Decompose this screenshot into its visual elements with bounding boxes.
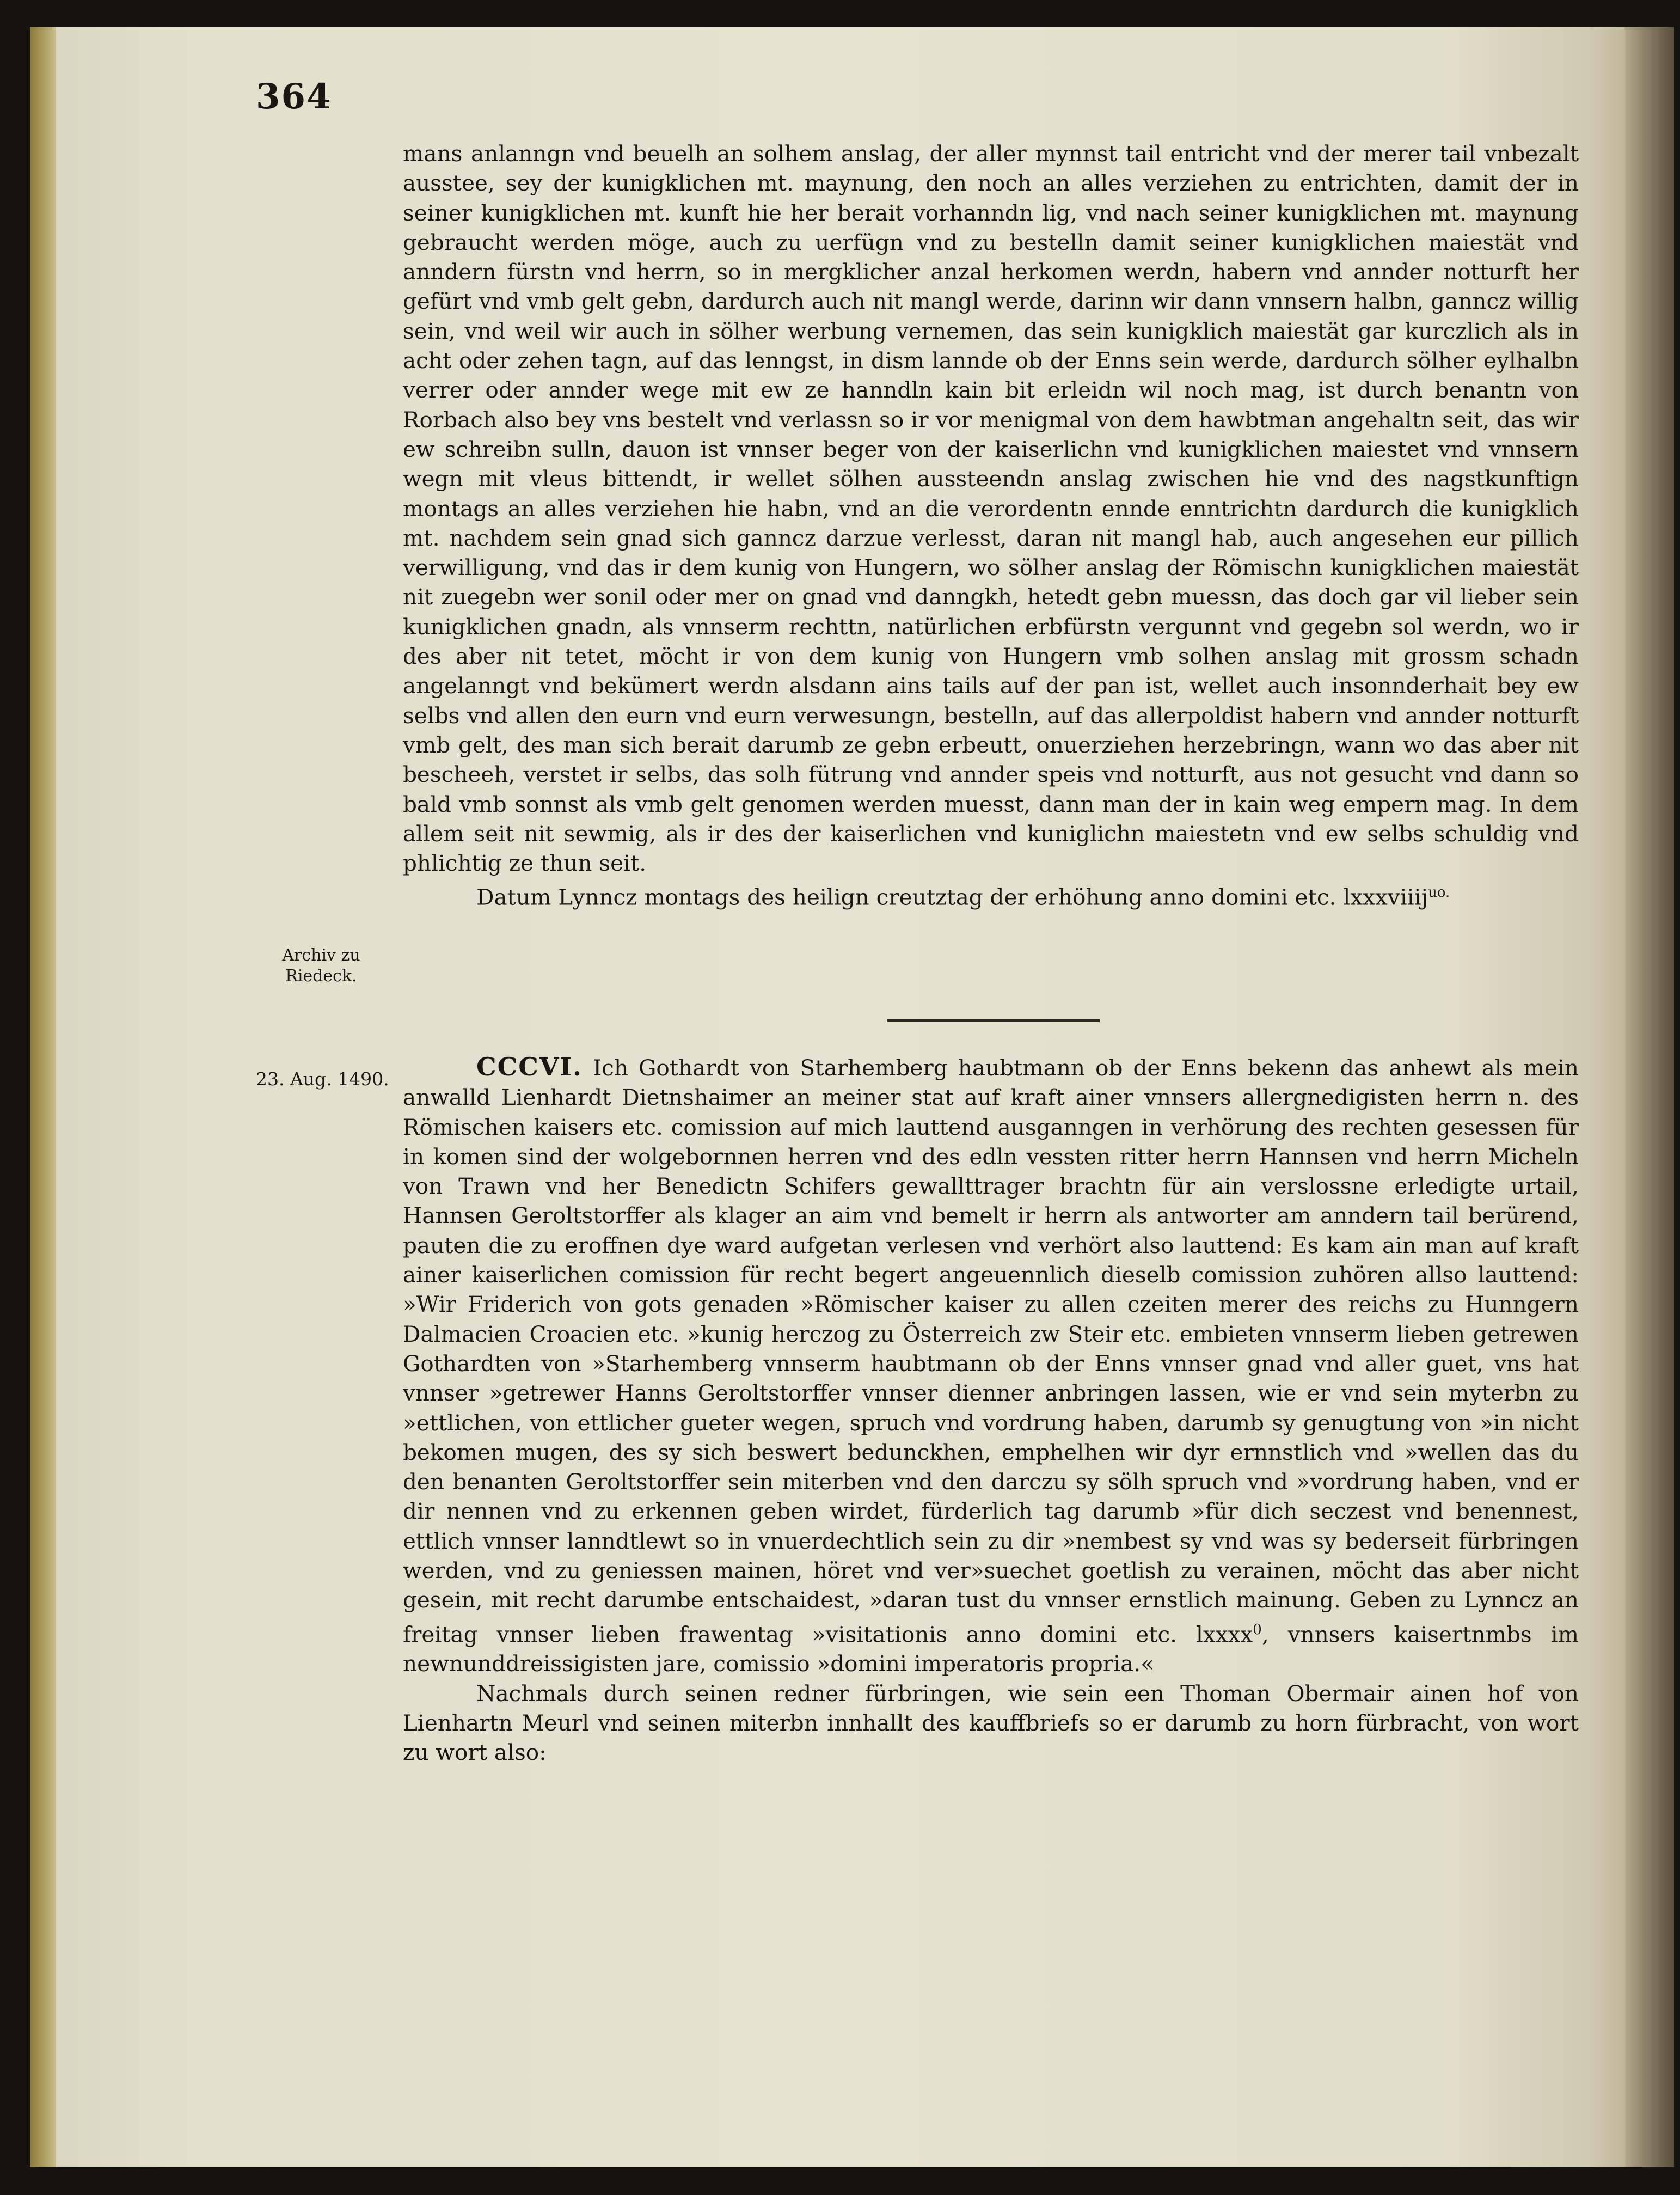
page-number: 364 xyxy=(256,76,332,117)
document-text-tail: , vnnsers kaisertnmbs im newnunddreissigisten jare, comissio »domini imperatoris propria.« xyxy=(403,1621,1579,1677)
document-number: CCCVI. xyxy=(476,1052,583,1081)
section-separator xyxy=(887,1019,1100,1022)
paragraph-body: mans anlanngn vnd beuelh an solhem anslag, der aller mynnst tail entricht vnd der merer tail vnbezalt ausstee, sey der kunigklichen mt. maynung, den noch an alles verziehen zu entrichten, damit der in seiner kunigklichen mt. kunft hie her berait vorhanndn lig, vnd nach seiner kunigklichen mt. maynung gebraucht werden möge, auch zu uerfügn vnd zu bestelln damit seiner kunigklichen maiestät vnd anndern fürstn vnd herrn, so in mergklicher anzal herkomen werdn, habern vnd annder notturft her gefürt vnd vmb gelt gebn, dardurch auch nit mangl werde, darinn wir dann vnnsern halbn, ganncz willig sein, vnd weil wir auch in sölher werbung vernemen, das sein kunigklich maiestät gar kurczlich als in acht oder zehen tagn, auf das lenngst, in dism lannde ob der Enns sein werde, dardurch sölher eylhalbn verrer oder annder wege mit ew ze hanndln kain bit erleidn wil noch mag, ist durch benantn von Rorbach also bey vns bestelt vnd verlassn so ir vor menigmal von dem hawbtman angehaltn seit, das wir ew schreibn sulln, dauon ist vnnser beger von der kaiserlichn vnd kunigklichen maiestet vnd vnnsern wegn mit vleus bittendt, ir wellet sölhen aussteendn anslag zwischen hie vnd des nagstkunftign montags an alles verziehen hie habn, vnd an die verordentn ennde enntrichtn dardurch die kunigklich mt. nachdem sein gnad sich ganncz darzue verlesst, daran nit mangl hab, auch angesehen eur pillich verwilligung, vnd das ir dem kunig von Hungern, wo sölher anslag der Römischn kunigklichen maiestät nit zuegebn wer sonil oder mer on gnad vnd danngkh, hetedt gebn muessn, das doch gar vil lieber sein kunigklichen gnadn, als vnnserm rechttn, natürlichen erbfürstn vergunnt vnd gegebn sol werdn, wo ir des aber nit tetet, möcht ir von dem kunig von Hungern vmb solhen anslag mit grossm schadn angelanngt vnd bekümert werdn alsdann ains tails auf der pan ist, wellet auch insonnderhait bey ew selbs vnd allen den eurn vnd eurn verwesungn, bestelln, auf das allerpoldist habern vnd annder notturft vmb gelt, des man sich berait darumb ze gebn erbeutt, onuerziehen herzebringn, wann wo das aber nit bescheeh, verstet ir selbs, das solh fütrung vnd annder speis vnd notturft, aus not gesucht vnd dann so bald vmb sonnst als vmb gelt genomen werden muesst, dann man der in kain weg empern mag. In dem allem seit nit sewmig, als ir des der kaiserlichen vnd kuniglichn maiestetn vnd ew selbs schuldig vnd phlichtig ze thun seit. xyxy=(403,140,1579,877)
document-text: Ich Gothardt von Starhemberg haubtmann ob der Enns bekenn das anhewt als mein anwalld Lienhardt Dietnshaimer an meiner stat auf kraft ainer vnnsers allergnedigisten herrn n. des Römischen kaisers etc. comission auf mich lauttend ausganngen in verhörung des rechten gesessen für in komen sind der wolgebornnen herren vnd des edln vessten ritter herrn Hannsen vnd herrn Micheln von Trawn vnd her Benedictn Schifers gewallttrager brachtn für ain verslossne erledigte urtail, Hannsen Geroltstorffer als klager an aim vnd bemelt ir herrn als antworter am anndern tail berürend, pauten die zu eroffnen dye ward aufgetan verlesen vnd verhört also lauttend: Es kam ain man auf kraft ainer kaiserlichen comission für recht begert angeuennlich dieselb comission zuhören allso lauttend: »Wir Friderich von gots genaden »Römischer kaiser zu allen czeiten merer des reichs zu Hunngern Dalmacien Croacien etc. »kunig herczog zu Österreich zw Steir etc. embieten vnnserm lieben getrewen Gothardten von »Starhemberg vnnserm haubtmann ob der Enns vnnser gnad vnd aller guet, vns hat vnnser »getrewer Hanns Geroltstorffer vnnser dienner anbringen lassen, wie er vnd sein myterbn zu »ettlichen, von ettlicher gueter wegen, spruch vnd vordrung haben, darumb sy genugtung von »in nicht bekomen mugen, des sy sich beswert bedunckhen, emphelhen wir dyr ernnstlich vnd »wellen das du den benanten Geroltstorffer sein miterben vnd den darczu sy sölh spruch vnd »vordrung haben, vnd er dir nennen vnd zu erkennen geben wirdet, fürderlich tag darumb »für dich seczest vnd benennest, ettlich vnnser lanndtlewt so in vnuerdechtlich sein zu dir »nembest sy vnd was sy bederseit fürbringen werden, vnd zu geniessen mainen, höret vnd ver»suechet goetlish zu verainen, möcht das aber nicht gesein, mit recht darumbe entschaidest, »daran tust du vnnser ernstlich mainung. Geben zu Lynncz an freitag vnnser lieben frawentag »visitationis anno domini etc. lxxxx xyxy=(403,1055,1579,1648)
margin-note-date: 23. Aug. 1490. xyxy=(256,1068,389,1090)
page-gutter xyxy=(30,27,56,2167)
document-text-block-2 xyxy=(403,1052,1579,1768)
document-sup: 0 xyxy=(1253,1621,1262,1638)
margin-note-archive: Archiv zu Riedeck. xyxy=(282,946,360,986)
page-edge xyxy=(1625,27,1674,2167)
document-text-block-1 xyxy=(403,139,1579,912)
dating-sup: uo. xyxy=(1428,884,1450,901)
paragraph-followup: Nachmals durch seinen redner fürbringen, wie sein een Thoman Obermair ainen hof von Lienhartn Meurl vnd seinen miterbn innhallt des kauffbriefs so er darumb zu horn fürbracht, von wort zu wort also: xyxy=(403,1680,1579,1766)
document-body xyxy=(403,1052,1579,1679)
dating-text: Datum Lynncz montags des heilign creutztag der erhöhung anno domini etc. lxxxviiij xyxy=(476,884,1428,910)
dating-line xyxy=(403,878,1579,912)
